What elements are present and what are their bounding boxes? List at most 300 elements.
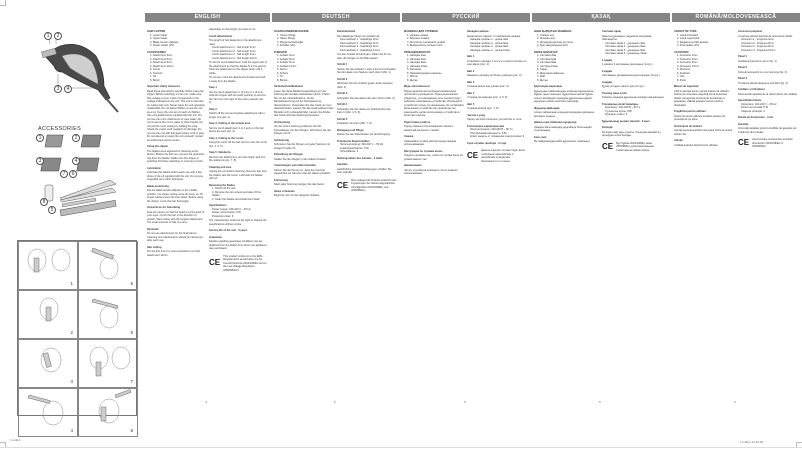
section-heading: Schritt 2	[337, 77, 348, 81]
section-heading: Garantie	[337, 163, 348, 166]
section-heading: Nutzungsdauer des Gerätes - 3 Jahre	[337, 156, 383, 160]
ce-statement: Данное изделие соответствует всем требуемым европейским и российским стандартам безопасности и гигиены.	[481, 149, 525, 163]
paragraph: Schmieren Sie die Klingen vor jeder Nutzung mit einigen Tropfen Öl.	[274, 143, 330, 150]
section-heading: Тазалау және күтім	[602, 91, 627, 95]
list-item: Alimentare: 220-240 V ~ 50 Hz	[741, 102, 777, 106]
list-item: Kammaufsatz 2 - Haarlänge 6mm	[340, 41, 379, 45]
list-item: 2. Attachment 6mm	[150, 57, 173, 61]
section-heading: ACCESORII	[674, 50, 689, 54]
list-item: 2. Accesoriu 6mm	[677, 57, 698, 61]
paragraph: Înlocuiți accesoriul cu unul mai lung (fig. 2).	[738, 70, 788, 74]
list-item: 1. Нижнее лезвие	[407, 33, 429, 37]
section-heading: Шаг 1	[467, 55, 475, 58]
section-heading: ШАШ ҚЫРҚАТЫН МАШИНКА	[534, 30, 572, 33]
figure-6	[78, 290, 138, 339]
paragraph: The blades were adjusted for cleaning at the factory. Before the first use, remove the protective cap from the blades. Make sure the clipper is switched off before attaching or removing combs.	[147, 149, 205, 163]
list-item: 1. Switch off the unit.	[212, 187, 237, 190]
section-heading: Anweisungen zum Haarschneiden	[274, 164, 317, 167]
paragraph: Informații detaliate privind condițiile de garanție pot fi obținute de la dealer.	[738, 127, 797, 134]
page-bottom-edge	[0, 447, 802, 448]
figure-number: 4	[70, 428, 73, 433]
list-item: Тұтынатын қуаты: 8 Вт	[605, 109, 633, 113]
list-item: 2. Саптама 6мм	[537, 57, 557, 61]
list-item: Comb attachment 2 - hair length 6mm	[212, 49, 256, 53]
list-item: 3. Reglarea poziției lamelor	[677, 40, 709, 44]
section-heading: Vorbereitung	[274, 120, 290, 124]
list-item: 1. Accesoriu 3mm	[677, 54, 698, 57]
section-heading: Schritt 1	[337, 63, 348, 66]
list-item: Stromversorgung: 220-240 V ~ 50 Hz	[340, 143, 384, 146]
section-heading: Pasul 1	[738, 55, 748, 58]
paragraph: Шаштың ұзындығы таңдалған саптамаға байланысты.	[602, 34, 652, 41]
paragraph: Nach jeder Nutzung reinigen Sie das Gerät.	[274, 183, 325, 186]
section-heading: Насадка-гребень	[467, 30, 489, 33]
list-item: 1. Төменгі жүз	[537, 33, 555, 37]
section-heading: Using the clipper	[147, 145, 169, 148]
list-item: Leistungsaufnahme: 8 W	[340, 146, 369, 150]
accessory-callout-7: 7	[60, 170, 68, 178]
paragraph: Set the comb attachment 3 or 4 and cut the hair above the ears (pic. 3).	[209, 126, 264, 133]
language-header: РУССКИЙ	[402, 13, 530, 22]
list-item: Kammaufsatz 4 - Haarlänge 12mm	[340, 48, 381, 52]
head-front-icon	[79, 291, 137, 333]
ce-statement: Бұл бұйым 2004/108/EC және 2006/95/EC директиваларының талаптарына сәйкес келеді.	[616, 141, 654, 152]
section-heading: Reminder	[147, 227, 159, 231]
page-number: 5	[334, 400, 336, 404]
list-item: Comb attachment 4 - hair length 12mm	[212, 56, 257, 60]
figure-number: 7	[130, 379, 133, 384]
section-heading: Instructions for haircutting	[147, 206, 181, 209]
ce-statement: Acest produs corespunde cerințelor directivelor 2004/108/EC și 2006/95/EC.	[752, 138, 793, 148]
language-header: ENGLISH	[145, 13, 270, 22]
ce-compliance	[467, 149, 527, 163]
list-item: 2. Жоғарғы жүз	[537, 37, 556, 40]
page-number: 6	[464, 400, 466, 404]
paragraph: Стрижка висков (рис. 7, 8).	[467, 107, 500, 110]
list-item: Putere consumată: 8 W	[741, 106, 769, 109]
paragraph: Citiți cu atenție acest manual înainte de utilizare. Înainte de conectare asigurați-vă că tensiunea rețelei corespunde tensiunii de funcționare a aparatului. Utilizați aparatul numai conform destinației.	[674, 89, 730, 107]
section-heading: Кепілдік	[602, 126, 613, 129]
list-item: 7. Öl	[277, 75, 283, 78]
paragraph: Set the blade tension adjuster to the middle position. For closer cutting move the lever up; for longer cutting move the lever down. Before using the clipper, comb the hair thoroughly.	[147, 189, 204, 203]
list-item: 1. Саптама 3мм	[537, 54, 557, 57]
list-item: 3. Blade tension adjuster	[150, 40, 179, 44]
callout-4: 4	[64, 85, 72, 93]
list-item: 6. Scissors	[150, 71, 163, 75]
section-heading: HAARSCHNEIDEMASCHINE	[274, 30, 309, 33]
section-heading: Comb attachments	[209, 34, 233, 38]
list-item: 4. Aufsatz 12mm	[277, 64, 297, 68]
ce-mark-icon: CE	[337, 180, 349, 190]
paragraph: Саптаманы ұзынырағына ауыстырыңыз (2-сур.).	[602, 74, 661, 77]
list-item: 5. Тарақ	[537, 68, 547, 71]
section-heading: Step 1	[209, 86, 217, 89]
head-side-icon	[19, 340, 77, 382]
hair-clipper-illustration	[0, 0, 145, 120]
callout-3: 3	[54, 85, 62, 93]
section-heading: Смазка	[404, 135, 414, 138]
text-column	[602, 27, 666, 397]
paragraph: Așezați persoana astfel încât capul să fie la nivelul ochilor dvs.	[674, 129, 732, 136]
paragraph: Vor der ersten Nutzung entfernen Sie die Schutzkappe von den Klingen. Schmieren Sie die Klingen mit Öl.	[274, 125, 331, 135]
paragraph: Unplug the unit before cleaning. Remove hair from the blades with the brush. Lubricate the blades with oil.	[209, 170, 267, 180]
section-heading: Техникалық сипаттамалары	[602, 102, 639, 106]
paragraph: Curățați aparatul după fiecare utilizare.	[674, 143, 719, 147]
accessory-callout-2: 2	[72, 134, 80, 142]
paragraph: Beginnen Sie mit dem längsten Aufsatz.	[274, 194, 320, 197]
list-item: Қоректену: 220-240 В ~ 50 Гц	[605, 106, 641, 109]
section-heading: Atenție	[674, 139, 683, 142]
section-heading: Pregătirea pentru utilizare	[674, 110, 706, 113]
section-heading: Шаг 2	[467, 69, 475, 73]
ce-mark-icon: CE	[209, 258, 221, 268]
accessories-title: ACCESSORIES	[38, 126, 82, 132]
paragraph: Koteletten trimmen (Abb. 7, 8).	[337, 122, 373, 125]
list-item: 6. Foarfece	[677, 71, 691, 75]
paragraph: Смазывайте лезвия маслом перед каждым использованием.	[404, 139, 457, 146]
list-item: Класс защиты от поражения электротоком: II	[470, 135, 525, 138]
ce-statement: This product conforms to the EMC-Requirements as laid down by the Council Directive 2004/108/EC and to the Low Voltage Regulation (2006/95/EC).	[223, 254, 267, 272]
section-heading: Specifications	[209, 204, 227, 207]
section-heading: Напоминание	[404, 164, 422, 167]
figure-number: 6	[130, 330, 133, 335]
list-item: 3. Насадка 9мм	[407, 61, 426, 64]
list-item: Power supply: 220-240 V ~ 50 Hz	[212, 207, 251, 211]
head-back-icon	[19, 242, 77, 284]
paragraph: Using the comb, lift the hair and cut over the comb (pic. 4, 5, 6).	[209, 141, 267, 148]
section-heading: КЕРЕК-ЖАРАҚТАР	[534, 50, 558, 54]
section-heading: Reinigung und Pflege	[337, 128, 364, 132]
section-heading: Einstellung der Klingen	[274, 153, 303, 156]
paragraph: Стрижка на макушке (рис. 4, 5, 6).	[467, 96, 509, 99]
paragraph: To remove, push the attachment forward and pull it away from the blades.	[209, 76, 266, 83]
text-column	[274, 27, 334, 397]
list-item: 1. Lower blade	[150, 33, 168, 37]
list-item: 2. Obere Klinge	[277, 37, 296, 40]
paragraph: Schneiden Sie die Haare über den Ohren (Abb. 3).	[337, 96, 396, 100]
paragraph: depending on the length you want to cut.	[209, 28, 256, 31]
paragraph: To set the comb attachment, hold the upper part of the attachment so that the blades fit in the groove. Push the attachment to the clipper body until it clicks.	[209, 61, 267, 75]
section-heading: Құрылғының қызмет мерзімі - 3 жыл	[602, 119, 650, 123]
section-heading: ZUBEHÖR	[274, 50, 287, 54]
list-item: 3. Attachment 9mm	[150, 61, 173, 64]
language-header: DEUTSCH	[272, 13, 400, 22]
section-heading: Haare schneiden	[274, 189, 295, 193]
list-item: Accesoriu 2 - lungimea 6mm	[741, 41, 774, 45]
section-heading: Step 3. Cutting in the temple area	[209, 122, 251, 125]
text-column	[147, 27, 205, 397]
list-item: Саптама-тарақ 4 - ұзындығы 12мм	[605, 52, 647, 55]
paragraph: Замените насадку на более длинную (рис. 2).	[467, 74, 523, 77]
paragraph: Lungimea părului depinde de accesoriul utilizat.	[738, 34, 793, 38]
section-heading: Саптама-тарақ	[602, 30, 621, 33]
section-heading: Instrucțiuni de tundere	[674, 124, 703, 128]
paragraph: Set the comb attachment 1 (3 mm) or 2 (6 mm). Hold the clipper with the teeth pointing up and cut the hair from the nape of the neck upwards (pic. 1).	[209, 90, 266, 104]
paragraph: The length of hair depends on the attachment used.	[209, 39, 262, 46]
ce-mark-icon: CE	[467, 151, 479, 160]
footer-code-left: 1.indd 1	[10, 438, 21, 442]
list-item: Насадка-гребень 1 - длина 3мм	[470, 38, 509, 41]
accessory-callout-5: 5	[48, 206, 56, 214]
section-heading: Specificații tehnice	[738, 99, 762, 102]
paragraph: Стрижка волос над ушами (рис. 3).	[467, 85, 510, 88]
list-item: 4. Выключатель питания (I/O)	[407, 44, 443, 47]
paragraph: Перед началом эксплуатации внимательно прочитайте руководство. Перед включением убедитесь, что напряжение сети соответствует рабочему напряжению устройства. Используйте устройство только по назначению. Не оставляйте включенное устройство без присмотра. Не разрешайте детям использовать устройство в качестве игрушки.	[404, 89, 464, 117]
section-heading: 1-қадам	[602, 58, 613, 62]
section-heading: Срок службы прибора - 3 года	[467, 141, 507, 145]
ce-compliance	[738, 138, 798, 149]
section-heading: Подготовка к работе	[404, 120, 431, 124]
section-heading: Pasul 2	[738, 66, 748, 69]
ce-compliance	[337, 179, 397, 193]
figure-4	[18, 388, 78, 437]
paragraph: Перед первым использованием снимите защитный колпачок с лезвий.	[404, 125, 454, 132]
paragraph: Lesen Sie diese Bedienungsanleitung vor der Nutzung des Gerätes aufmerksam durch. Prüfen Sie vor der Inbetriebnahme, ob die Betriebsspannung mit der Netzspannung übereinstimmt. Verwenden Sie das Gerät nur zum Haarschneiden. Lassen Sie das Gerät während des Betriebs nicht unbeaufsichtigt. Lassen Sie Kinder das Gerät nicht als Spielzeug benutzen.	[274, 89, 334, 117]
section-heading: Шаг 3	[467, 80, 475, 84]
list-item: Насадка-гребень 3 - длина 9мм	[470, 45, 509, 48]
section-heading: Еске салу	[534, 135, 547, 139]
ce-compliance	[209, 255, 267, 273]
section-heading: Technische Eigenschaften	[337, 139, 370, 143]
paragraph: Details regarding guarantee conditions can be obtained from the dealer from whom the appliance was purchased.	[209, 240, 267, 250]
list-item: Comb attachment 3 - hair length 9mm	[212, 53, 256, 56]
list-item: 4. Қуат ажыратқышы (I/O)	[537, 44, 568, 47]
language-header: ҚАЗАҚ	[532, 13, 670, 22]
section-heading: Curățare și întreținere	[738, 88, 765, 91]
haircut-steps-figure-grid	[17, 240, 137, 433]
list-item: Насадка-гребень 2 - длина 6мм	[470, 41, 509, 45]
figure-number: 3	[70, 379, 73, 384]
list-item: 4. Насадка 12мм	[407, 64, 428, 68]
section-heading: Schritt 5	[337, 117, 348, 121]
figure-number: 1	[70, 281, 73, 286]
text-column	[209, 27, 267, 397]
list-item: 2. Aufsatz 6mm	[277, 57, 295, 61]
section-heading: Чистка и уход	[467, 113, 485, 117]
section-heading: Guarantee	[209, 235, 222, 239]
page-number: 3	[205, 400, 208, 404]
list-item: Kammaufsatz 3 - Haarlänge 9mm	[340, 45, 379, 48]
paragraph: Әр пайдаланудан кейін құрылғыны тазалаңыз.	[534, 140, 591, 143]
list-item: Саптама-тарақ 1 - ұзындығы 3мм	[605, 41, 646, 45]
list-item: 6. Schere	[277, 71, 289, 75]
list-item: 5. Comb	[150, 68, 160, 71]
list-item: 4. Schalter (I/O)	[277, 44, 296, 47]
list-item: 4. Attachment 12mm	[150, 64, 174, 68]
figure-1	[18, 241, 78, 290]
figure-5	[78, 241, 138, 290]
section-heading: Sicherheitsmaßnahmen	[274, 85, 304, 88]
section-heading: Шаг 4	[467, 91, 475, 95]
accessory-callout-1: 1	[36, 134, 44, 142]
section-heading: Erinnerung	[274, 178, 288, 182]
figure-number: 8	[130, 428, 133, 433]
paragraph: Setzen Sie die Person so, dass der Kopf auf Augenhöhe ist. Kämmen Sie die Haare gründlich.	[274, 168, 331, 175]
paragraph: Адамды басы көзіңіздің деңгейінде болатындай отырғызыңыз.	[534, 125, 592, 132]
list-item: 7. Масло	[407, 75, 418, 78]
section-heading: Step 2	[209, 107, 217, 111]
list-item: 1. Lamă inferioară	[677, 33, 698, 37]
list-item: 5. Kamm	[277, 68, 288, 71]
section-heading: Cleaning and care	[209, 165, 232, 169]
callout-2: 2	[54, 32, 62, 40]
section-heading: Măsuri de siguranță	[674, 85, 699, 88]
paragraph: Wechseln Sie den Aufsatz gegen einen längeren (Abb. 2).	[337, 82, 393, 89]
paragraph: Алғаш пайдаланар алдында жүздерден қорғағыш қалпақты алыңыз.	[534, 111, 595, 118]
section-heading: Important safety measures	[147, 85, 181, 88]
page-number: 9	[734, 400, 736, 404]
paragraph: Құрылғыны пайдаланудың алдында нұсқаулықты мұқият оқып шығыңыз. Құрылғыны қоспас бұрын электр желісіндегі кернеудің құрылғының жұмыс кернеуіне сәйкес келетінін тексеріңіз.	[534, 89, 594, 103]
list-item: 3. Accesoriu 9mm	[677, 61, 698, 64]
section-heading: HAIR CLIPPER	[147, 30, 166, 33]
accessories-illustration	[0, 130, 145, 240]
paragraph: Do not use attachments for the final haircut. Cleaning and maintenance should be carried out after each use.	[147, 232, 203, 242]
accessory-callout-3: 3	[36, 157, 44, 165]
list-item: 1. Attachment 3mm	[150, 54, 173, 57]
list-item: 4. Саптама 12мм	[537, 64, 558, 68]
text-column	[534, 27, 598, 397]
list-item: Clasa de protecție: II	[741, 109, 765, 113]
list-item: 6. Шаштараз қайшысы	[537, 71, 565, 75]
list-item: 3. Регулятор положения лезвий	[407, 40, 446, 44]
paragraph: Înainte de prima utilizare scoateți capacul de protecție de pe lame.	[674, 114, 726, 121]
section-heading: Schritt 3	[337, 92, 348, 95]
section-heading: 2-қадам	[602, 69, 613, 73]
section-heading: Step 5. Sideburns	[209, 151, 231, 154]
section-heading: Технические характеристики	[467, 124, 505, 128]
section-heading: Removing the blades	[209, 183, 236, 187]
text-column	[404, 27, 464, 397]
section-heading: Durata de funcționare - 3 ani	[738, 116, 774, 119]
section-heading: Pasul 3	[738, 77, 748, 80]
section-heading: Service life of the unit - 3 years	[209, 229, 248, 232]
head-front-icon	[79, 242, 137, 284]
paragraph: Чистку устройства проводите после каждого использования.	[404, 168, 458, 175]
list-item: 2. Remove the two screws and take off the blades.	[212, 190, 261, 197]
section-heading: Garanție	[738, 122, 749, 126]
section-heading: 3-қадам	[602, 80, 613, 84]
section-heading: Schmierung	[274, 138, 289, 142]
list-item: Schutzklasse: II	[340, 150, 359, 153]
section-heading: APARAT DE TUNS	[674, 30, 697, 33]
section-heading: Hair cutting	[147, 245, 162, 249]
paragraph: Um den Aufsatz anzubringen, halten Sie ihn so, dass die Klingen in die Rille passen.	[337, 53, 392, 60]
text-column	[467, 27, 527, 397]
list-item: Accesoriu 4 - lungimea 12mm	[741, 48, 776, 52]
list-item: 1. Untere Klinge	[277, 33, 296, 37]
section-heading: ACCESSORIES	[147, 50, 166, 54]
list-item: 3. Clean the blades and install them back.	[212, 197, 261, 201]
list-item: 1. Aufsatz 3mm	[277, 54, 295, 57]
head-side-icon	[79, 340, 137, 382]
text-column	[738, 27, 798, 397]
head-side-icon	[19, 389, 77, 431]
ce-statement: Das vorliegende Produkt entspricht den Forderungen der elektromagnetischen Verträglichkeit 2004/108/EC und 2006/95/EC.	[351, 178, 397, 192]
paragraph: Instalați accesoriul 1 sau 2 (fig. 1).	[738, 59, 778, 63]
list-item: Потребляемая мощность: 8 Вт	[470, 131, 507, 135]
section-heading: Schritt 4	[337, 103, 348, 106]
list-item: Қорғаныс класы: II	[605, 113, 628, 116]
paragraph: Установите насадку 1 или 2 и стригите волосы от шеи вверх (рис. 1).	[467, 59, 527, 66]
paragraph: 1 немесе 2 саптаманы орнатыңыз (1-сур.).	[602, 63, 654, 66]
list-item: Comb attachment 1 - hair length 3mm	[212, 46, 256, 49]
list-item: Protection class: II	[212, 214, 234, 218]
section-heading: Инструкция по стрижке волос	[404, 149, 443, 153]
paragraph: Schneiden Sie die Haare am Scheitel über den Kamm (Abb. 4, 5, 6).	[337, 107, 391, 114]
list-item: 8. Brush	[150, 78, 160, 82]
text-column	[337, 27, 397, 397]
list-item: 8. Щетка	[407, 78, 418, 82]
page-number: 8	[599, 400, 601, 404]
paragraph: Stellen Sie den Regler in die mittlere Position.	[274, 157, 327, 161]
paragraph: Құлақ үстіндегі шашты қию (3-сур.).	[602, 85, 645, 88]
paragraph: For the first time it is recommended to cut with attachment 12mm.	[147, 250, 201, 257]
paragraph: Ausführliche Garantiebedingungen erhalten Sie beim Händler.	[337, 167, 392, 174]
figure-3	[18, 339, 78, 388]
accessory-callout-6: 6	[69, 170, 77, 178]
list-item: 3. Klingenverstellregler	[277, 40, 304, 44]
list-item: 2. Верхнее лезвие	[407, 37, 430, 40]
footer-code-right: 1.indd 2 14:22:30	[740, 440, 764, 444]
list-item: 2. Насадка 6мм	[407, 57, 426, 61]
paragraph: Setzen Sie den Aufsatz 1 oder 2 auf und schneiden Sie die Haare vom Nacken nach oben (Abb. 1).	[337, 67, 396, 74]
ce-compliance	[602, 142, 666, 153]
list-item: 5. Pieptene	[677, 68, 691, 71]
accessory-callout-4: 4	[72, 157, 80, 165]
figure-7	[78, 339, 138, 388]
list-item: 4. Power switch (I/O)	[150, 44, 175, 47]
callout-1: 1	[44, 32, 52, 40]
figure-number: 5	[130, 281, 133, 286]
ce-mark-icon: CE	[602, 141, 614, 151]
paragraph: Усадите человека так, чтобы его голова была на уровне ваших глаз.	[404, 154, 463, 161]
illustration-column	[0, 0, 145, 451]
section-heading: Lubrication	[147, 166, 162, 170]
list-item: 6. Парикмахерские ножницы	[407, 71, 442, 75]
section-heading: Меры безопасности	[404, 85, 430, 88]
paragraph: Read these instructions carefully before using the clipper. Before switching on the unit, make sure that voltage of your mains corresponds to the voltage indicated on the unit. The unit is intended for cutting hair only. Never leave the unit operating unattended. Do not allow children to use the unit as a toy. Keep the unit out of reach of children. Use only attachments supplied with the unit. Do not use the unit in bathrooms or near water. Do not immerse the unit in water or other liquids. Do not pull the cord; unplug by holding the plug. Check the power cord regularly for damage. Do not use the unit with damaged power cord or plug. Do not attempt to repair the unit yourself; contact an authorized service center.	[147, 89, 205, 142]
list-item: 7. Май	[537, 75, 545, 78]
section-heading: Шашты қию бойынша нұсқаулар	[534, 121, 577, 124]
list-item: 3. Aufsatz 9mm	[277, 61, 295, 64]
list-item: 4. Accesoriu 12mm	[677, 64, 700, 68]
list-item: 7. Ulei	[677, 75, 685, 78]
list-item: Kammaufsatz 1 - Haarlänge 3mm	[340, 38, 379, 41]
paragraph: Tunderea părului deasupra urechilor (fig. 3).	[738, 81, 789, 85]
section-heading: МАШИНКА ДЛЯ СТРИЖКИ	[404, 30, 438, 33]
paragraph: The manufacturer reserves the right to change the specifications without notice.	[209, 219, 267, 226]
list-item: 3. Саптама 9мм	[537, 61, 557, 64]
section-heading: Жұмысқа дайындау	[534, 106, 560, 110]
paragraph: Перед чисткой отключите устройство от сети.	[467, 118, 523, 121]
list-item: 1. Насадка 3мм	[407, 54, 426, 57]
paragraph: Switch off the unit and replace attachment with a longer one (pic. 2).	[209, 112, 265, 119]
list-item: Power consumption: 8 W	[212, 211, 241, 214]
list-item: 7. Oil	[150, 75, 157, 78]
paragraph: Кепілдік шарттары туралы толығырақ ақпаратты дилерден алуға болады.	[602, 130, 661, 137]
list-item: Электропитание: 220-240 В ~ 50 Гц	[470, 128, 513, 131]
text-column	[674, 27, 734, 397]
section-heading: Kammaufsätze	[337, 30, 356, 33]
list-item: 4. Întrerupător (I/O)	[677, 44, 700, 47]
list-item: Насадка-гребень 4 - длина 12мм	[470, 48, 510, 52]
section-heading: Қауіпсіздік шаралары	[534, 85, 563, 88]
list-item: Accesoriu 3 - lungimea 9mm	[741, 45, 774, 48]
head-side-icon	[79, 389, 137, 431]
section-heading: Step 4. Cutting at the crown	[209, 136, 244, 140]
paragraph: Die Haarlänge hängt vom Aufsatz ab.	[337, 34, 380, 38]
figure-number: 2	[70, 330, 73, 335]
